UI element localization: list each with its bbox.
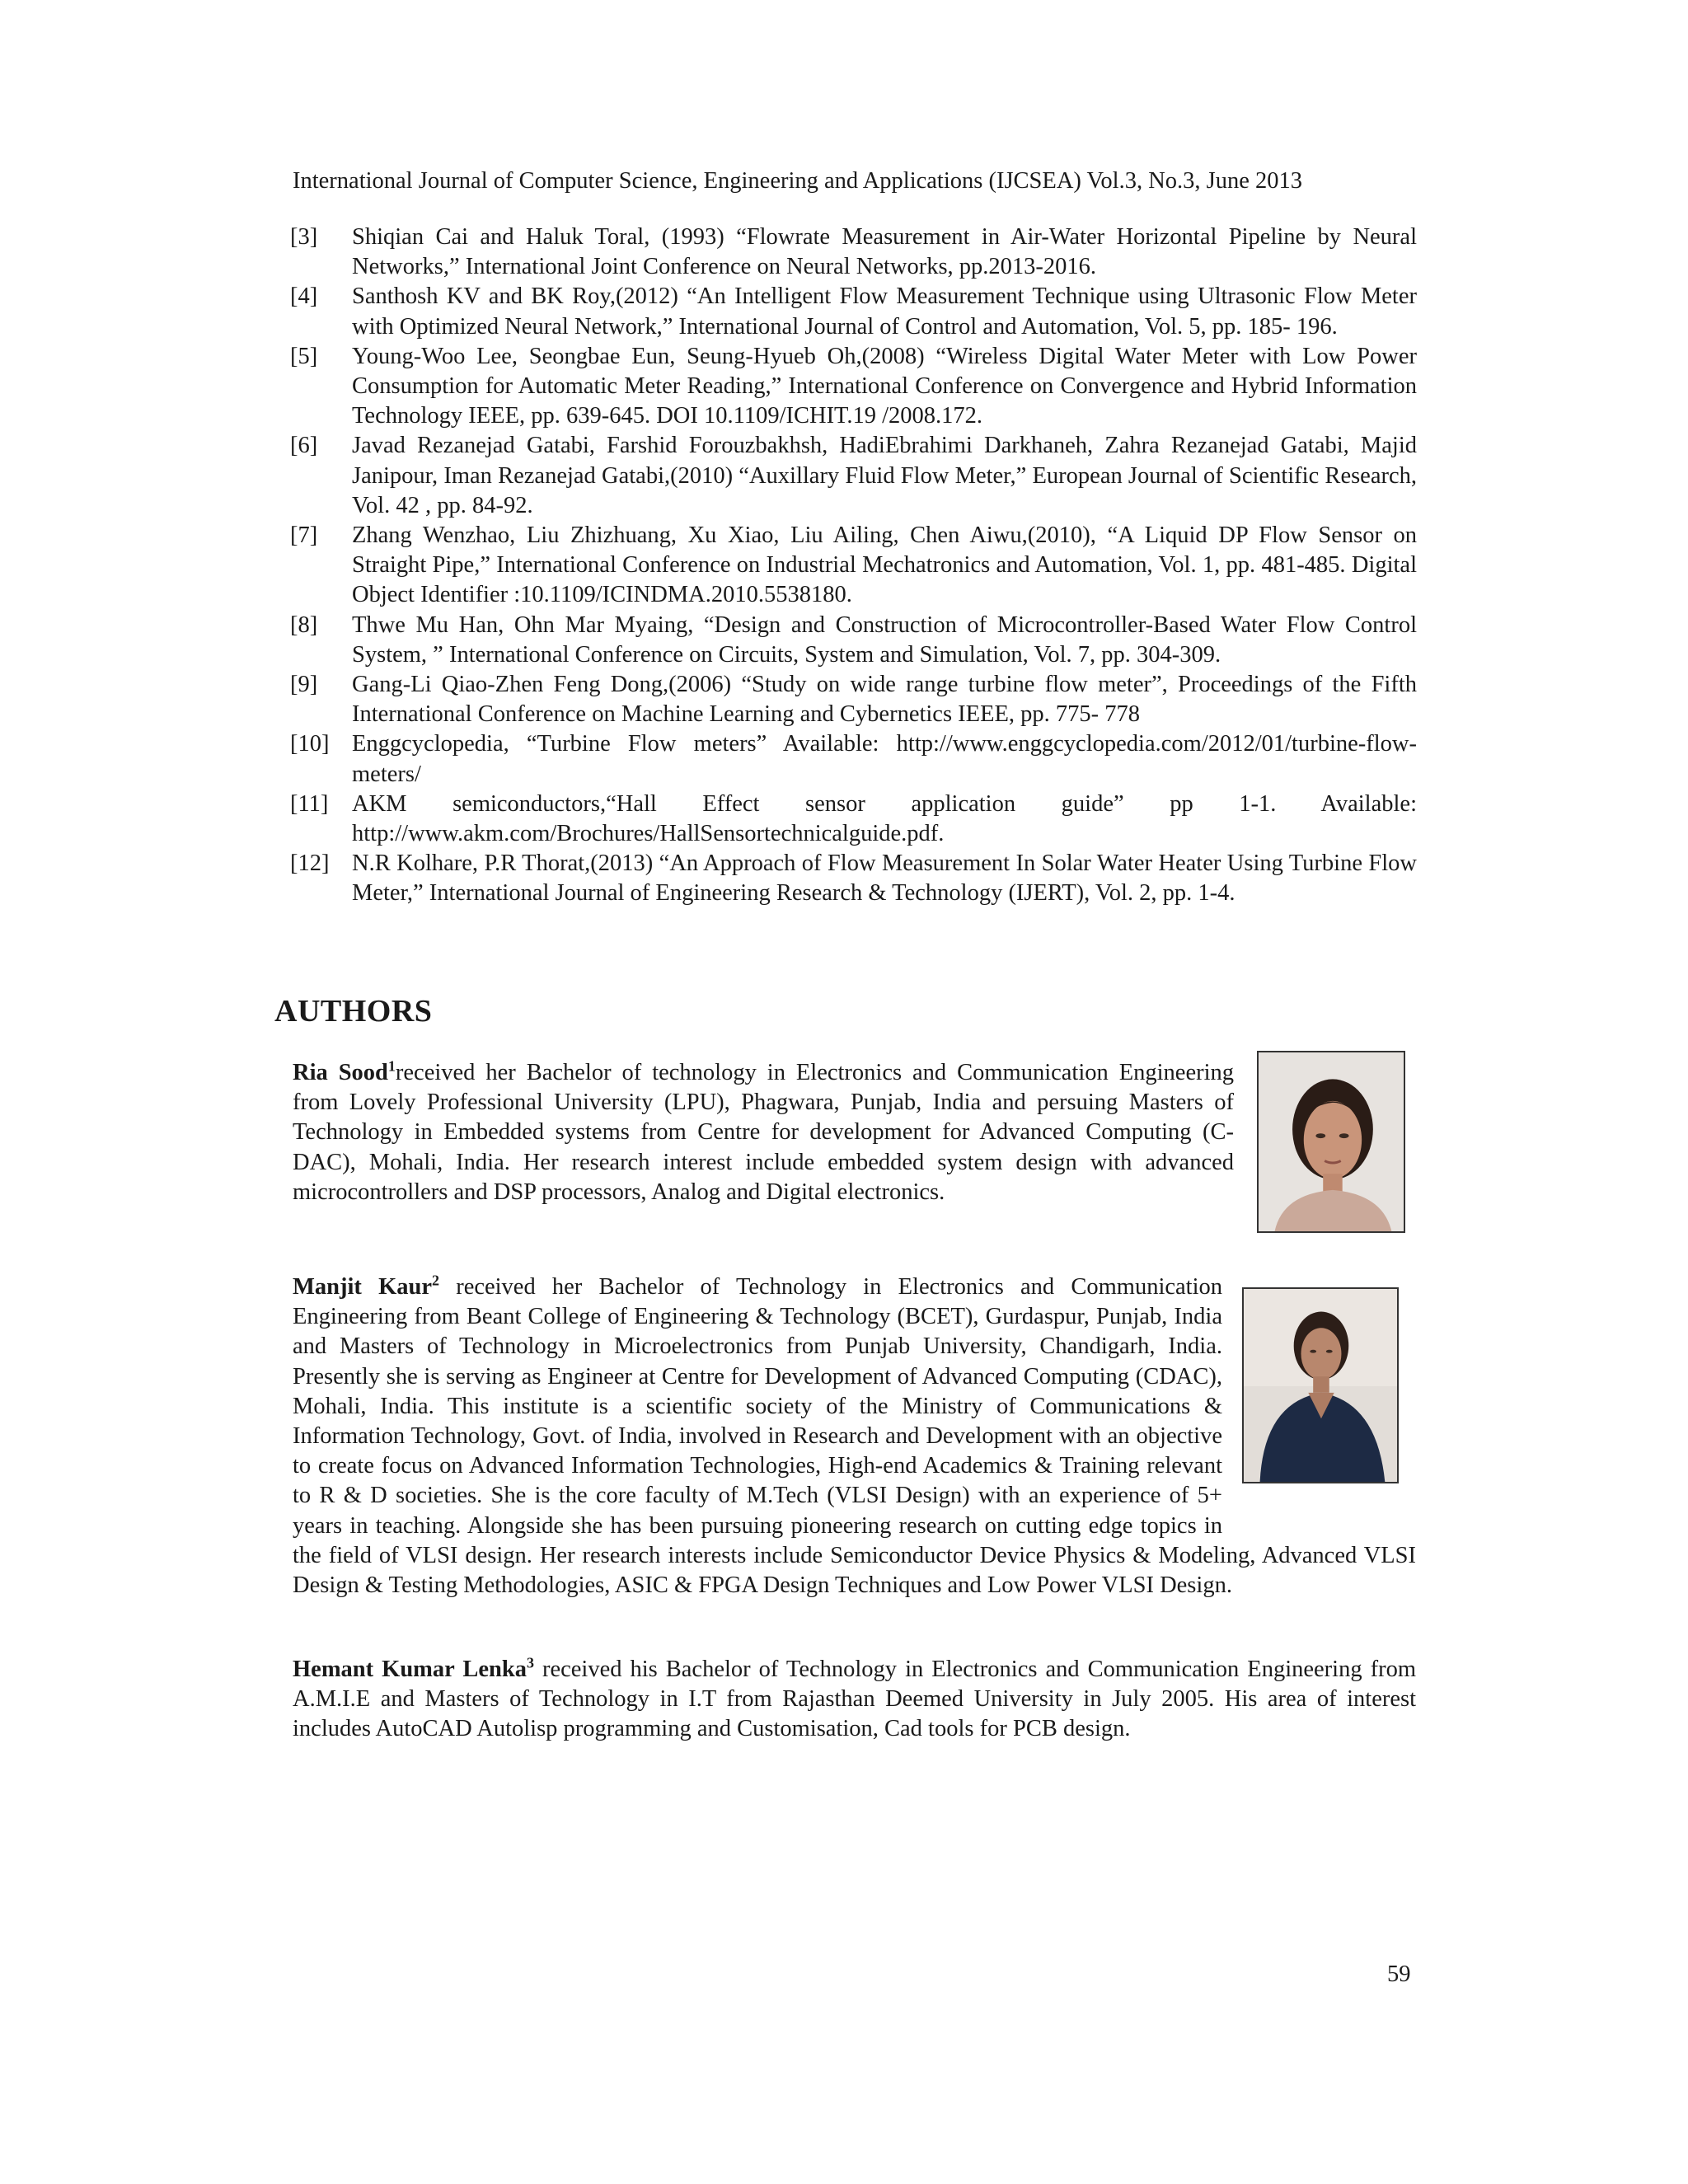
reference-number: [7]	[290, 523, 318, 549]
author-bio-1	[293, 1058, 1234, 1207]
reference-item	[290, 521, 1417, 611]
reference-text: Shiqian Cai and Haluk Toral, (1993) “Flowrate Measurement in Air-Water Horizontal Pipeline by Neural Networks,” International Joint Conference on Neural Networks, pp.2013-2016.	[352, 224, 1417, 280]
reference-text: Javad Rezanejad Gatabi, Farshid Forouzbakhsh, HadiEbrahimi Darkhaneh, Zahra Rezanejad Gatabi, Majid Janipour, Iman Rezanejad Gatabi,(2010) “Auxillary Fluid Flow Meter,” European Journal of Scientific Research, Vol. 42 , pp. 84-92.	[352, 433, 1417, 518]
reference-number: [8]	[290, 612, 318, 638]
author-affiliation-mark: 2	[432, 1272, 440, 1289]
author-bio-text: received her Bachelor of technology in Electronics and Communication Engineering from Lovely Professional University (LPU), Phagwara, Punjab, India and persuing Masters of Technology in Embedded systems from Centre for development for Advanced Computing (C-DAC), Mohali, India. Her research interest include embedded system design with advanced microcontrollers and DSP processors, Analog and Digital electronics.	[293, 1060, 1235, 1205]
reference-item	[290, 611, 1417, 670]
reference-text: Enggcyclopedia, “Turbine Flow meters” Available: http://www.enggcyclopedia.com/2012/01/turbine-flow-meters/	[352, 731, 1417, 787]
reference-item	[290, 431, 1417, 521]
reference-item	[290, 282, 1417, 341]
author-bio-3	[293, 1655, 1416, 1745]
reference-item	[290, 342, 1417, 432]
reference-number: [11]	[290, 790, 329, 817]
reference-number: [5]	[290, 343, 318, 369]
portrait-image	[1259, 1052, 1404, 1231]
running-header: International Journal of Computer Science, Engineering and Applications (IJCSEA) Vol.3, No.3, June 2013	[293, 168, 1303, 194]
author-name: Ria Sood	[293, 1060, 388, 1085]
portrait-image	[1244, 1289, 1397, 1482]
page-number: 59	[1387, 1961, 1411, 1987]
reference-text: Young-Woo Lee, Seongbae Eun, Seung-Hyueb Oh,(2008) “Wireless Digital Water Meter with Low Power Consumption for Automatic Meter Reading,” International Conference on Convergence and Hybrid Information Technology IEEE, pp. 639-645. DOI 10.1109/ICHIT.19 /2008.172.	[352, 343, 1417, 429]
reference-text: Santhosh KV and BK Roy,(2012) “An Intelligent Flow Measurement Technique using Ultrasonic Flow Meter with Optimized Neural Network,” International Journal of Control and Automation, Vol. 5, pp. 185- 196.	[352, 284, 1417, 340]
author-bio-text: received his Bachelor of Technology in Electronics and Communication Engineering from A.M.I.E and Masters of Technology in I.T from Rajasthan Deemed University in July 2005. His area of interest includes AutoCAD Autolisp programming and Customisation, Cad tools for PCB design.	[293, 1657, 1417, 1742]
reference-number: [4]	[290, 284, 318, 310]
reference-item	[290, 223, 1417, 282]
author-affiliation-mark: 1	[387, 1057, 396, 1075]
author-affiliation-mark: 3	[526, 1654, 534, 1671]
section-title-authors: AUTHORS	[274, 994, 433, 1029]
author-name: Hemant Kumar Lenka	[293, 1657, 527, 1682]
reference-number: [6]	[290, 433, 318, 459]
reference-text: N.R Kolhare, P.R Thorat,(2013) “An Approach of Flow Measurement In Solar Water Heater Using Turbine Flow Meter,” International Journal of Engineering Research & Technology (IJERT), Vol. 2, pp. 1-4.	[352, 851, 1417, 907]
reference-text: Zhang Wenzhao, Liu Zhizhuang, Xu Xiao, Liu Ailing, Chen Aiwu,(2010), “A Liquid DP Flow Sensor on Straight Pipe,” International Conference on Industrial Mechatronics and Automation, Vol. 1, pp. 481-485. Digital Object Identifier :10.1109/ICINDMA.2010.5538180.	[352, 523, 1417, 608]
reference-item	[290, 729, 1417, 789]
reference-item	[290, 849, 1417, 908]
reference-text: AKM semiconductors,“Hall Effect sensor application guide” pp 1-1. Available: http://www.akm.com/Brochures/HallSensortechnicalguide.pdf.	[352, 790, 1417, 847]
reference-item	[290, 790, 1417, 849]
author-name: Manjit Kaur	[293, 1274, 433, 1300]
reference-list	[290, 223, 1417, 909]
reference-number: [9]	[290, 672, 318, 698]
reference-number: [10]	[290, 731, 330, 757]
reference-item	[290, 670, 1417, 729]
author-photo-2	[1242, 1287, 1399, 1483]
reference-number: [3]	[290, 224, 318, 250]
reference-number: [12]	[290, 851, 330, 877]
author-photo-1	[1257, 1051, 1405, 1233]
reference-text: Thwe Mu Han, Ohn Mar Myaing, “Design and Construction of Microcontroller-Based Water Flow Control System, ” International Conference on Circuits, System and Simulation, Vol. 7, pp. 304-309.	[352, 612, 1417, 668]
reference-text: Gang-Li Qiao-Zhen Feng Dong,(2006) “Study on wide range turbine flow meter”, Proceedings of the Fifth International Conference on Machine Learning and Cybernetics IEEE, pp. 775- 778	[352, 672, 1417, 728]
author-bio-text: received her Bachelor of Technology in Electronics and Communication Engineering from Beant College of Engineering & Technology (BCET), Gurdaspur, Punjab, India and Masters of Technology in Microelectronics from Punjab University, Chandigarh, India. Presently she is serving as Engineer at Centre for Development of Advanced Computing (CDAC), Mohali, India. This institute is a scientific society of the Ministry of Communications & Information Technology, Govt. of India, involved in Research and Development with an objective to create focus on Advanced Information Technologies, High-end Academics & Training relevant to R & D societies. She is the core faculty of M.Tech (VLSI Design) with an experience of 5+ years in teaching. Alongside she has been pursuing pioneering research on cutting edge topics in the field of VLSI design. Her research interests include Semiconductor Device Physics & Modeling, Advanced VLSI Design & Testing Methodologies, ASIC & FPGA Design Techniques and Low Power VLSI Design.	[293, 1274, 1416, 1599]
